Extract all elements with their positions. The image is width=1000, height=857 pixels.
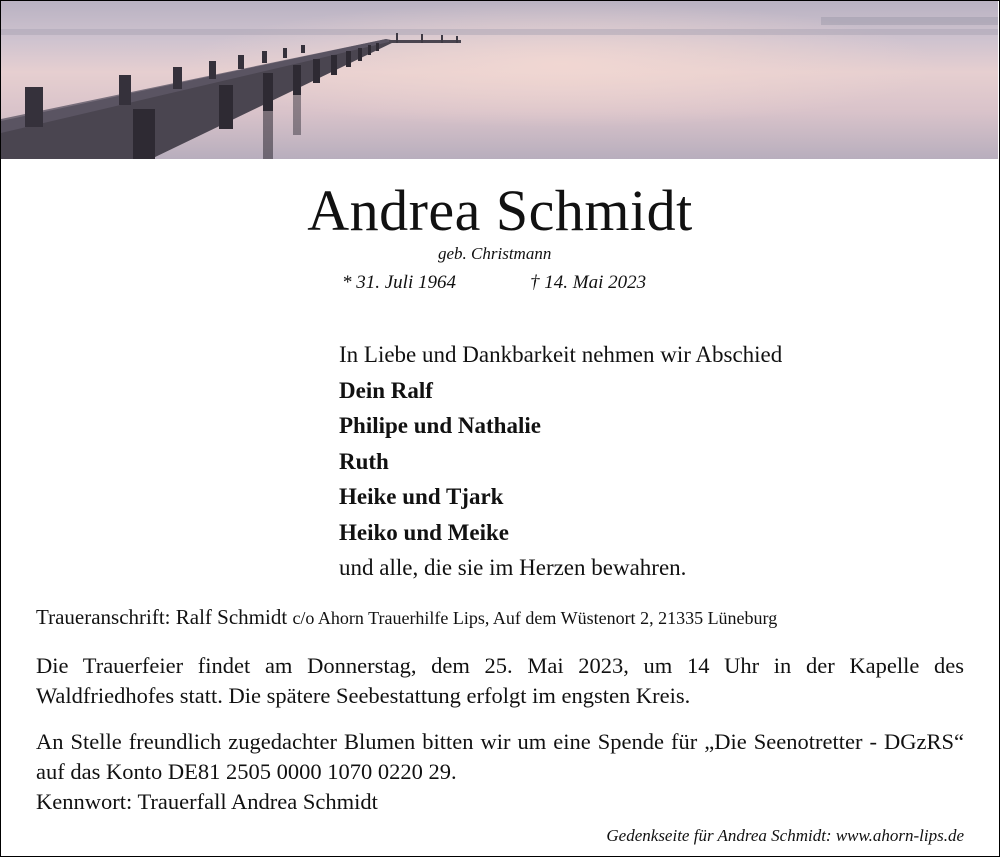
deceased-name: Andrea Schmidt [307, 178, 693, 243]
birth-name: geb. Christmann [438, 244, 552, 263]
ceremony-text: Die Trauerfeier findet am Donnerstag, dem 25. Mai 2023, um 14 Uhr in der Kapelle des Waldfriedhofes statt. Die spätere Seebestattung erfolgt im engsten Kreis. [36, 653, 964, 708]
mourners-block [339, 337, 782, 586]
birth-date: * 31. Juli 1964 [342, 272, 456, 293]
death-date: † 14. Mai 2023 [530, 272, 647, 293]
mourner-name: Ruth [339, 448, 389, 474]
mourners-closing: und alle, die sie im Herzen bewahren. [339, 555, 687, 580]
mourners-intro: In Liebe und Dankbarkeit nehmen wir Abschied [339, 342, 783, 367]
address-label: Traueranschrift: Ralf Schmidt [36, 605, 288, 629]
mourner-name: Philipe und Nathalie [339, 413, 541, 438]
mourner-name: Dein Ralf [339, 377, 433, 403]
header-jetty-image [1, 1, 998, 159]
donation-keyword: Kennwort: Trauerfall Andrea Schmidt [36, 789, 378, 814]
mourner-name: Heike und Tjark [339, 484, 504, 509]
donation-block [36, 727, 964, 817]
mourner-name: Heiko und Meike [339, 519, 509, 545]
memorial-page-link[interactable]: Gedenkseite für Andrea Schmidt: www.ahorn-lips.de [606, 826, 964, 845]
address-detail: c/o Ahorn Trauerhilfe Lips, Auf dem Wüstenort 2, 21335 Lüneburg [292, 608, 778, 628]
mourning-address [36, 605, 777, 630]
donation-text: An Stelle freundlich zugedachter Blumen bitten wir um eine Spende für „Die Seenotretter - DGzRS“ auf das Konto DE81 2505 0000 1070 0220 29. [36, 729, 964, 784]
